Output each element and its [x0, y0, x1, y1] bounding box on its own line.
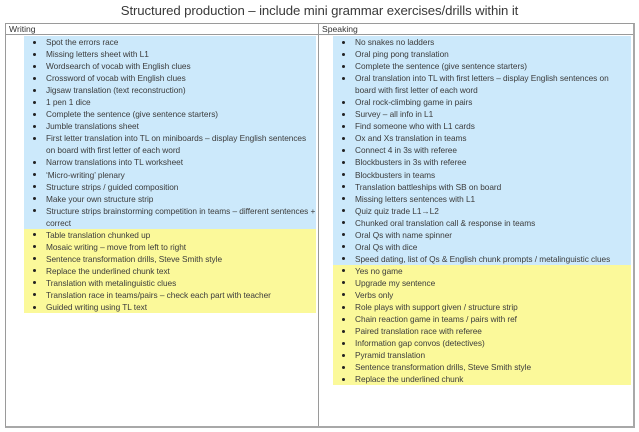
- bullet-icon: [33, 77, 36, 80]
- list-item-text: Spot the errors race: [46, 37, 119, 47]
- bullet-icon: [342, 53, 345, 56]
- list-item-text: Structure strips brainstorming competition in teams – different sentences + correct: [46, 205, 316, 228]
- list-item: [333, 108, 631, 120]
- bullet-icon: [342, 245, 345, 248]
- list-item-text: Upgrade my sentence: [355, 277, 436, 288]
- list-item: [333, 349, 631, 361]
- bullet-icon: [33, 257, 36, 260]
- list-item-text: Oral ping pong translation: [355, 49, 449, 60]
- list-item-text: Narrow translations into TL worksheet: [46, 157, 183, 168]
- list-item: [333, 253, 631, 265]
- bullet-icon: [33, 197, 36, 200]
- writing-list: [24, 35, 316, 313]
- list-item-text: Make your own structure strip: [46, 193, 154, 204]
- list-item-text: Survey – all info in L1: [355, 109, 434, 120]
- list-item-text: Role plays with support given / structure strip: [355, 302, 518, 313]
- list-item: [333, 36, 631, 48]
- list-item: [24, 36, 316, 48]
- bullet-icon: [342, 41, 345, 44]
- bullet-icon: [33, 89, 36, 92]
- list-item: [333, 301, 631, 313]
- bullet-icon: [342, 113, 345, 116]
- list-item: [24, 132, 316, 156]
- list-item: [333, 241, 631, 253]
- list-item-text: Guided writing using TL text: [46, 302, 147, 313]
- bullet-icon: [33, 137, 36, 140]
- list-item-text: Wordsearch of vocab with English clues: [46, 61, 191, 72]
- list-item: [24, 181, 316, 193]
- list-item: [333, 313, 631, 325]
- list-item: [333, 144, 631, 156]
- list-item-text: Speed dating, list of Qs & English chunk prompts / metalinguistic clues: [355, 253, 611, 264]
- writing-column: [6, 24, 319, 426]
- list-item-text: Jigsaw translation (text reconstruction): [46, 85, 186, 96]
- bullet-icon: [342, 161, 345, 164]
- list-item: [333, 325, 631, 337]
- bullet-icon: [33, 65, 36, 68]
- bullet-icon: [342, 65, 345, 68]
- list-item: [333, 156, 631, 168]
- bullet-icon: [342, 185, 345, 188]
- list-item: [333, 289, 631, 301]
- bullet-icon: [342, 101, 345, 104]
- list-item: [24, 265, 316, 277]
- list-item-text: Quiz quiz trade L1→L2: [355, 205, 439, 216]
- bullet-icon: [342, 330, 345, 333]
- bullet-icon: [342, 137, 345, 140]
- list-item-text: Blockbusters in 3s with referee: [355, 157, 467, 168]
- list-item-text: Replace the underlined chunk text: [46, 265, 170, 276]
- list-item-text: Translation race in teams/pairs – check each part with teacher: [46, 289, 271, 300]
- list-item: [24, 289, 316, 301]
- bullet-icon: [33, 281, 36, 284]
- list-item-text: Translation with metalinguistic clues: [46, 277, 177, 288]
- bullet-icon: [342, 293, 345, 296]
- list-item: [24, 277, 316, 289]
- list-item: [24, 229, 316, 241]
- bullet-icon: [33, 161, 36, 164]
- bullet-icon: [342, 197, 345, 200]
- bullet-icon: [33, 101, 36, 104]
- list-item: [24, 169, 316, 181]
- bullet-icon: [342, 149, 345, 152]
- list-item-text: Find someone who with L1 cards: [355, 121, 475, 132]
- list-item: [333, 193, 631, 205]
- list-item: [333, 229, 631, 241]
- writing-column-header: Writing: [6, 24, 318, 35]
- list-item-text: Missing letters sheet with L1: [46, 49, 149, 60]
- list-item-text: Crossword of vocab with English clues: [46, 73, 186, 84]
- list-item-text: Missing letters sentences with L1: [355, 193, 476, 204]
- list-item: [333, 265, 631, 277]
- list-item-text: First letter translation into TL on miniboards – display English sentences on board with first letter of each word: [46, 133, 307, 156]
- bullet-icon: [342, 173, 345, 176]
- speaking-column: [319, 24, 633, 426]
- list-item-text: Yes no game: [355, 265, 403, 276]
- bullet-icon: [342, 378, 345, 381]
- speaking-column-header: Speaking: [319, 24, 633, 35]
- bullet-icon: [342, 342, 345, 345]
- list-item-text: Verbs only: [355, 289, 394, 300]
- list-item-text: No snakes no ladders: [355, 37, 435, 47]
- list-item: [24, 253, 316, 265]
- bullet-icon: [33, 209, 36, 212]
- list-item: [24, 72, 316, 84]
- list-item-text: Chunked oral translation call & response in teams: [355, 217, 536, 228]
- bullet-icon: [33, 269, 36, 272]
- bullet-icon: [342, 306, 345, 309]
- list-item: [333, 120, 631, 132]
- list-item-text: Oral translation into TL with first letters – display English sentences on board with first letter of each word: [355, 73, 609, 96]
- list-item: [24, 60, 316, 72]
- list-item: [333, 361, 631, 373]
- list-item-text: Table translation chunked up: [46, 229, 151, 240]
- list-item: [333, 181, 631, 193]
- list-item: [24, 156, 316, 168]
- list-item-text: Replace the underlined chunk: [355, 374, 464, 385]
- bullet-icon: [33, 245, 36, 248]
- bullet-icon: [33, 125, 36, 128]
- bullet-icon: [342, 366, 345, 369]
- activities-table: [5, 23, 635, 428]
- list-item: [24, 205, 316, 229]
- list-item: [333, 205, 631, 217]
- list-item: [24, 108, 316, 120]
- list-item: [24, 301, 316, 313]
- list-item: [24, 120, 316, 132]
- list-item-text: Blockbusters in teams: [355, 169, 436, 180]
- bullet-icon: [33, 185, 36, 188]
- list-item-text: Oral Qs with name spinner: [355, 229, 452, 240]
- list-item: [333, 60, 631, 72]
- list-item-text: Information gap convos (detectives): [355, 338, 485, 349]
- bullet-icon: [342, 209, 345, 212]
- bullet-icon: [33, 306, 36, 309]
- list-item: [333, 72, 631, 96]
- list-item: [24, 48, 316, 60]
- list-item: [333, 169, 631, 181]
- list-item: [333, 337, 631, 349]
- bullet-icon: [33, 293, 36, 296]
- list-item: [24, 193, 316, 205]
- bullet-icon: [33, 53, 36, 56]
- list-item-text: Complete the sentence (give sentence starters): [355, 61, 528, 72]
- bullet-icon: [33, 173, 36, 176]
- list-item-text: Jumble translations sheet: [46, 121, 139, 132]
- list-item-text: Sentence transformation drills, Steve Smith style: [355, 362, 532, 373]
- bullet-icon: [342, 269, 345, 272]
- list-item: [333, 373, 631, 385]
- list-item-text: Paired translation race with referee: [355, 326, 482, 337]
- list-item-text: Complete the sentence (give sentence starters): [46, 109, 219, 120]
- list-item-text: Chain reaction game in teams / pairs with ref: [355, 314, 517, 325]
- list-item-text: Translation battleships with SB on board: [355, 181, 502, 192]
- bullet-icon: [342, 281, 345, 284]
- list-item: [333, 217, 631, 229]
- bullet-icon: [33, 41, 36, 44]
- list-item: [333, 277, 631, 289]
- list-item: [333, 96, 631, 108]
- bullet-icon: [342, 354, 345, 357]
- bullet-icon: [342, 77, 345, 80]
- list-item-text: Structure strips / guided composition: [46, 181, 179, 192]
- list-item: [333, 132, 631, 144]
- bullet-icon: [342, 221, 345, 224]
- list-item: [333, 48, 631, 60]
- list-item-text: Oral Qs with dice: [355, 241, 418, 252]
- bullet-icon: [342, 233, 345, 236]
- bullet-icon: [342, 318, 345, 321]
- list-item-text: ‘Micro-writing’ plenary: [46, 169, 125, 180]
- list-item-text: Connect 4 in 3s with referee: [355, 145, 457, 156]
- list-item-text: Sentence transformation drills, Steve Smith style: [46, 253, 223, 264]
- list-item-text: Ox and Xs translation in teams: [355, 133, 467, 144]
- list-item: [24, 96, 316, 108]
- bullet-icon: [342, 257, 345, 260]
- list-item: [24, 241, 316, 253]
- list-item: [24, 84, 316, 96]
- list-item-text: Mosaic writing – move from left to right: [46, 241, 187, 252]
- speaking-list: [333, 35, 631, 385]
- list-item-text: 1 pen 1 dice: [46, 97, 91, 108]
- bullet-icon: [33, 113, 36, 116]
- bullet-icon: [33, 233, 36, 236]
- list-item-text: Oral rock-climbing game in pairs: [355, 97, 473, 108]
- bullet-icon: [342, 125, 345, 128]
- list-item-text: Pyramid translation: [355, 350, 426, 361]
- document-title: Structured production – include mini grammar exercises/drills within it: [120, 3, 519, 18]
